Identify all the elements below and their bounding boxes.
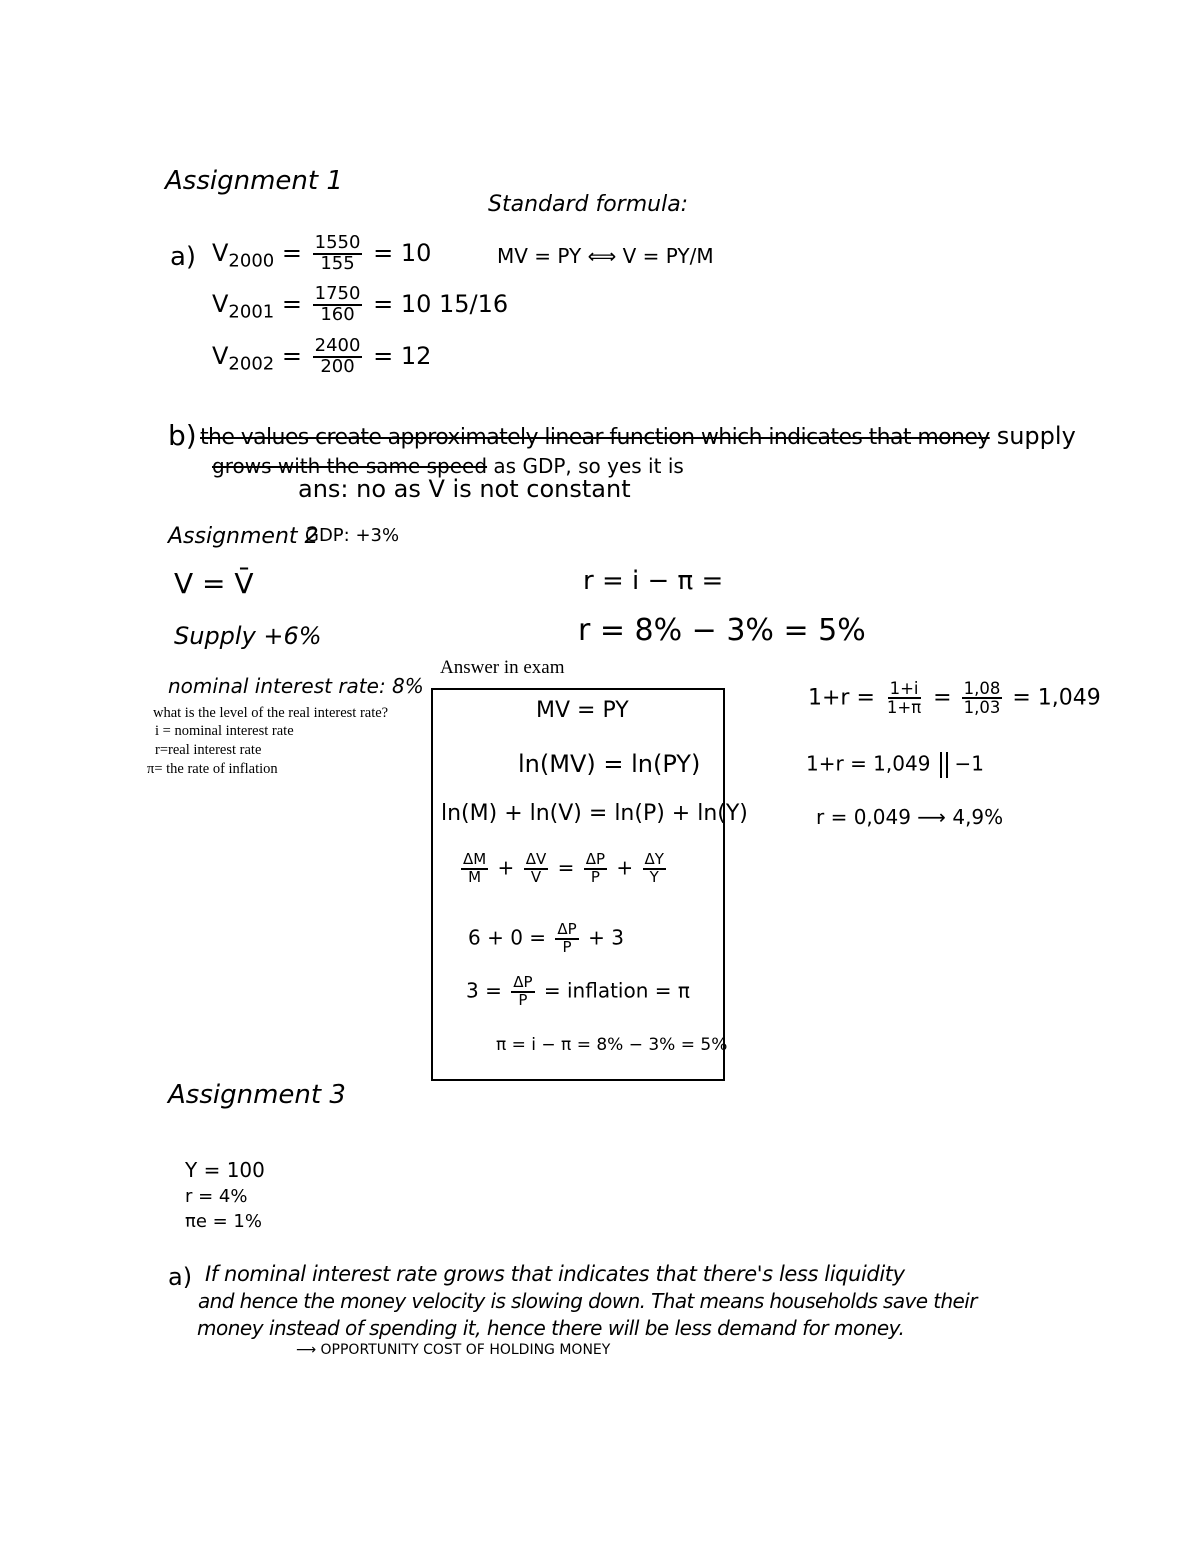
real-rate-definition: r=real interest rate [155,742,262,758]
gdp-growth: GDP: +3% [305,525,400,546]
inflation-definition: π= the rate of inflation [147,761,278,777]
fraction-numerator: 1750 [314,283,361,304]
nominal-rate-definition: i = nominal interest rate [155,723,294,739]
velocity-symbol: V [212,289,229,318]
fraction: $\frac{1,08}{1,03}$ [963,679,1001,718]
fraction: $\frac{\Delta P}{P}$ [557,920,577,956]
fraction: $\frac{\Delta M}{M}$ [463,850,487,886]
part-a-line-4: ⟶ OPPORTUNITY COST OF HOLDING MONEY [296,1342,611,1358]
fraction: $\frac{\Delta Y}{Y}$ [644,850,664,886]
real-rate-value: r = 4% [185,1186,248,1207]
velocity-fraction [313,285,363,325]
box-line-5: 6 + 0 = $\frac{\Delta P}{P}$ + 3 [468,920,624,956]
velocity-result: = 12 [373,341,432,370]
velocity-result: = 10 15/16 [373,289,509,318]
assignment-3-title: Assignment 3 [168,1080,346,1110]
fraction-denominator: 200 [320,355,355,377]
money-supply-growth: Supply +6% [174,622,322,650]
velocity-constant: V = V̄ [174,567,254,600]
box-line-1: MV = PY [536,698,629,723]
box-line-7: π = i − π = 8% − 3% = 5% [496,1035,728,1055]
box-line-6: 3 = $\frac{\Delta P}{P}$ = inflation = π [466,973,690,1009]
nominal-interest-rate: nominal interest rate: 8% [168,674,424,698]
standard-formula: MV = PY ⟺ V = PY/M [497,244,714,268]
fisher-line-3: r = 0,049 ⟶ 4,9% [816,805,1004,829]
fisher-line-2: 1+r = 1,049 −1 [806,752,984,778]
fraction: $\frac{\Delta P}{P}$ [513,973,533,1009]
fraction: $\frac{\Delta V}{V}$ [525,850,547,886]
fraction: $\frac{1+i}{1+\pi}$ [886,679,922,718]
answer-in-exam-label: Answer in exam [440,657,565,678]
velocity-symbol: V [212,238,229,267]
box-line-3: ln(M) + ln(V) = ln(P) + ln(Y) [441,801,748,826]
part-a-line-3: money instead of spending it, hence there will be less demand for money. [197,1316,905,1340]
real-rate-equation-1: r = i − π = [583,566,724,596]
struck-text: the values create approximately linear function which indicates that money [200,425,990,450]
fraction-numerator: 1550 [314,232,361,253]
box-line-2: ln(MV) = ln(PY) [518,750,701,778]
velocity-symbol: V [212,341,229,370]
output-value: Y = 100 [185,1158,265,1182]
struck-text: grows with the same speed [212,454,488,478]
fraction-numerator: 2400 [314,335,361,356]
standard-formula-label: Standard formula: [488,192,689,217]
part-b-label: b) [168,419,197,452]
box-line-4: $\frac{\Delta M}{M}$ + $\frac{\Delta V}{V}$ = $\frac{\Delta P}{P}$ + $\frac{\Delta Y}{Y}$ [463,850,664,886]
question-text: what is the level of the real interest rate? [153,705,389,721]
velocity-fraction [313,234,363,274]
part-b-answer: ans: no as V is not constant [298,475,631,503]
velocity-2001: $V_{2001}$ = $\frac{1750}{160}$ = 10 15/16 [212,283,509,325]
part-a-label: a) [168,1263,193,1291]
part-a-label: a) [170,242,197,272]
part-b-line-1 [200,424,1076,449]
velocity-year: 2000 [228,250,275,272]
answer-text: supply [996,422,1076,450]
velocity-result: = 10 [373,238,432,267]
assignment-2-title: Assignment 2 [168,524,319,549]
velocity-2000: $V_{2000}$ = $\frac{1550}{155}$ = 10 [212,232,432,274]
velocity-2002: $V_{2002}$ = $\frac{2400}{200}$ = 12 [212,335,432,377]
part-a-line-2: and hence the money velocity is slowing down. That means households save their [198,1289,977,1313]
expected-inflation-value: πe = 1% [185,1211,262,1232]
double-bar [940,752,948,778]
fisher-equation: 1+r = $\frac{1+i}{1+\pi}$ = $\frac{1,08}{1,03}$ = 1,049 [808,679,1101,718]
part-b-line-2 [212,456,684,476]
answer-text: as GDP, so yes it is [493,454,684,478]
velocity-fraction [313,337,363,377]
velocity-year: 2002 [228,353,275,375]
velocity-year: 2001 [228,301,275,323]
fraction-denominator: 160 [320,303,355,325]
fraction-denominator: 155 [320,252,355,274]
assignment-1-title: Assignment 1 [165,166,343,196]
part-a-line-1: If nominal interest rate grows that indicates that there's less liquidity [205,1262,905,1286]
fraction: $\frac{\Delta P}{P}$ [585,850,606,886]
real-rate-equation-2: r = 8% − 3% = 5% [578,613,866,648]
